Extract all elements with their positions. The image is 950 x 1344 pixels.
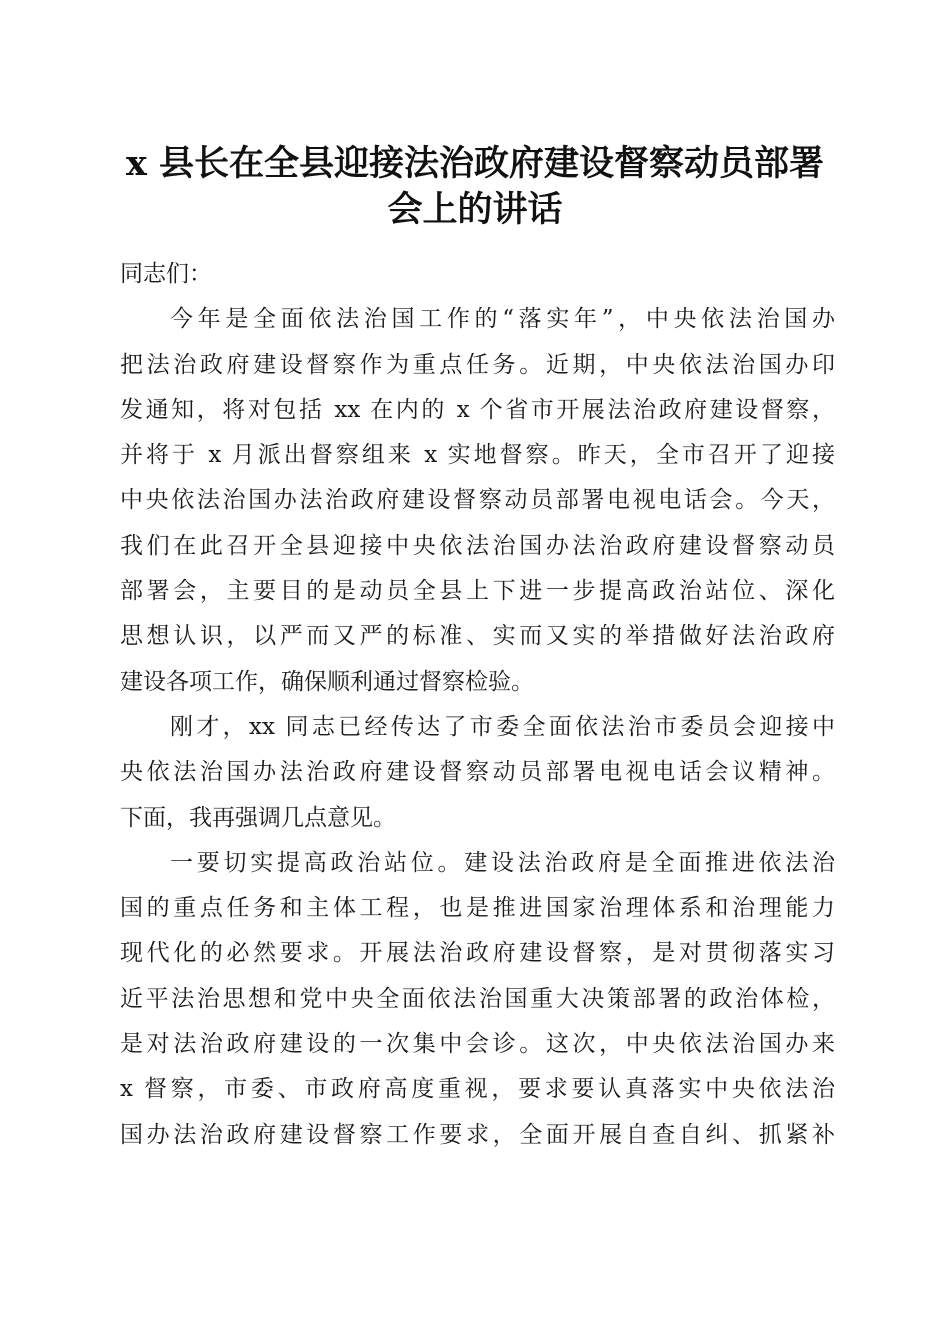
paragraph-line: 是对法治政府建设的一次集中会诊。这次，中央依法治国办来 (120, 1031, 835, 1058)
paragraph-line: 思想认识，以严而又严的标准、实而又实的举措做好法治政府 (120, 623, 835, 650)
paragraph-line: x 督察，市委、市政府高度重视，要求要认真落实中央依法治 (120, 1076, 835, 1103)
paragraph-line: 把法治政府建设督察作为重点任务。近期，中央依法治国办印 (120, 351, 835, 378)
paragraph-2 (120, 705, 835, 841)
paragraph-line: 国办法治政府建设督察工作要求，全面开展自查自纠、抓紧补 (120, 1121, 835, 1148)
paragraph-line: 部署会，主要目的是动员全县上下进一步提高政治站位、深化 (120, 578, 835, 605)
paragraph-3 (120, 841, 835, 1158)
paragraph-line: 发通知，将对包括 xx 在内的 x 个省市开展法治政府建设督察， (120, 396, 835, 423)
paragraph-line: 央依法治国办法治政府建设督察动员部署电视电话会议精神。 (120, 759, 835, 786)
paragraph-1 (120, 297, 835, 705)
paragraph-line: 下面，我再强调几点意见。 (120, 804, 396, 831)
paragraph-line: 现代化的必然要求。开展法治政府建设督察，是对贯彻落实习 (120, 940, 835, 967)
document-title-line-2: 会上的讲话 (387, 189, 563, 230)
paragraph-line: 中央依法治国办法治政府建设督察动员部署电视电话会。今天， (120, 487, 835, 514)
paragraph-line: 一要切实提高政治站位。建设法治政府是全面推进依法治 (170, 849, 835, 876)
paragraph-line: 刚才，xx 同志已经传达了市委全面依法治市委员会迎接中 (170, 713, 835, 740)
paragraph-line: 建设各项工作，确保顺利通过督察检验。 (120, 668, 534, 695)
paragraph-line: 今年是全面依法治国工作的“落实年”，中央依法治国办 (170, 306, 835, 333)
document-title-line-1: x 县长在全县迎接法治政府建设督察动员部署 (125, 143, 825, 184)
paragraph-line: 近平法治思想和党中央全面依法治国重大决策部署的政治体检， (120, 985, 835, 1012)
paragraph-line: 国的重点任务和主体工程，也是推进国家治理体系和治理能力 (120, 895, 835, 922)
document-body (120, 252, 835, 1158)
paragraph-line: 并将于 x 月派出督察组来 x 实地督察。昨天，全市召开了迎接 (120, 442, 835, 469)
salutation: 同志们： (120, 261, 212, 287)
paragraph-line: 我们在此召开全县迎接中央依法治国办法治政府建设督察动员 (120, 532, 835, 559)
